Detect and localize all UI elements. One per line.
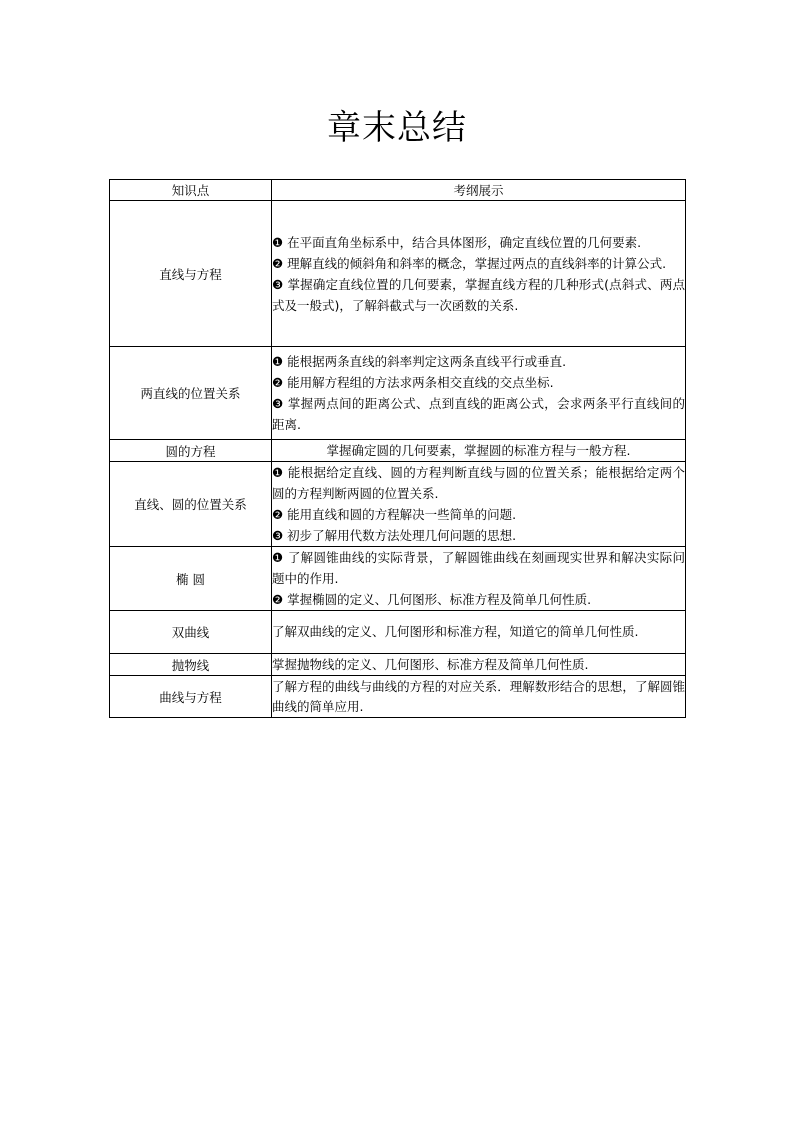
table-row — [110, 347, 686, 440]
requirement-item: ❷ 能用解方程组的方法求两条相交直线的交点坐标. — [272, 375, 554, 390]
row-topic: 抛物线 — [110, 654, 272, 676]
requirement-item: ❷ 能用直线和圆的方程解决一些简单的问题. — [272, 507, 517, 522]
row-requirements — [272, 654, 686, 676]
row-topic: 双曲线 — [110, 611, 272, 654]
row-topic: 曲线与方程 — [110, 676, 272, 718]
syllabus-table — [109, 179, 686, 718]
row-requirements — [272, 462, 686, 547]
header-syllabus: 考纲展示 — [272, 180, 686, 201]
requirement-item: 了解双曲线的定义、几何图形和标准方程，知道它的简单几何性质. — [272, 624, 639, 639]
requirement-item: ❶ 在平面直角坐标系中，结合具体图形，确定直线位置的几何要素. — [272, 234, 642, 250]
table-header-row — [110, 180, 686, 201]
row-topic: 直线、圆的位置关系 — [110, 462, 272, 547]
requirement-item: 掌握确定圆的几何要素，掌握圆的标准方程与一般方程. — [326, 442, 631, 458]
requirement-item: ❸ 掌握两点间的距离公式、点到直线的距离公式，会求两条平行直线间的距离. — [272, 396, 685, 432]
requirement-item: 掌握抛物线的定义、几何图形、标准方程及简单几何性质. — [272, 656, 589, 672]
row-topic: 圆的方程 — [110, 440, 272, 462]
table-row — [110, 676, 686, 718]
table-row — [110, 654, 686, 676]
requirement-item: ❷ 掌握椭圆的定义、几何图形、标准方程及简单几何性质. — [272, 592, 592, 607]
table-row — [110, 201, 686, 347]
requirement-item: ❸ 初步了解用代数方法处理几何问题的思想. — [272, 528, 517, 543]
row-requirements — [272, 676, 686, 718]
row-topic: 两直线的位置关系 — [110, 347, 272, 440]
requirement-item: ❷ 理解直线的倾斜角和斜率的概念，掌握过两点的直线斜率的计算公式. — [272, 255, 667, 271]
requirement-item: ❶ 能根据给定直线、圆的方程判断直线与圆的位置关系；能根据给定两个圆的方程判断两圆的位置关系. — [272, 465, 685, 501]
table-row — [110, 440, 686, 462]
header-knowledge-point: 知识点 — [110, 180, 272, 201]
requirement-item: ❶ 能根据两条直线的斜率判定这两条直线平行或垂直. — [272, 354, 567, 369]
row-requirements — [272, 547, 686, 611]
row-requirements — [272, 440, 686, 462]
requirement-item: ❶ 了解圆锥曲线的实际背景，了解圆锥曲线在刻画现实世界和解决实际问题中的作用. — [272, 550, 685, 586]
requirement-item: 了解方程的曲线与曲线的方程的对应关系．理解数形结合的思想，了解圆锥曲线的简单应用. — [272, 678, 685, 714]
row-requirements — [272, 201, 686, 347]
row-topic: 直线与方程 — [110, 201, 272, 347]
row-requirements — [272, 611, 686, 654]
page-title: 章末总结 — [327, 108, 467, 148]
table-row — [110, 462, 686, 547]
row-topic: 椭 圆 — [110, 547, 272, 611]
row-requirements — [272, 347, 686, 440]
table-row — [110, 611, 686, 654]
requirement-item: ❸ 掌握确定直线位置的几何要素，掌握直线方程的几种形式(点斜式、两点式及一般式)，了解斜截式与一次函数的关系. — [272, 276, 685, 313]
table-row — [110, 547, 686, 611]
